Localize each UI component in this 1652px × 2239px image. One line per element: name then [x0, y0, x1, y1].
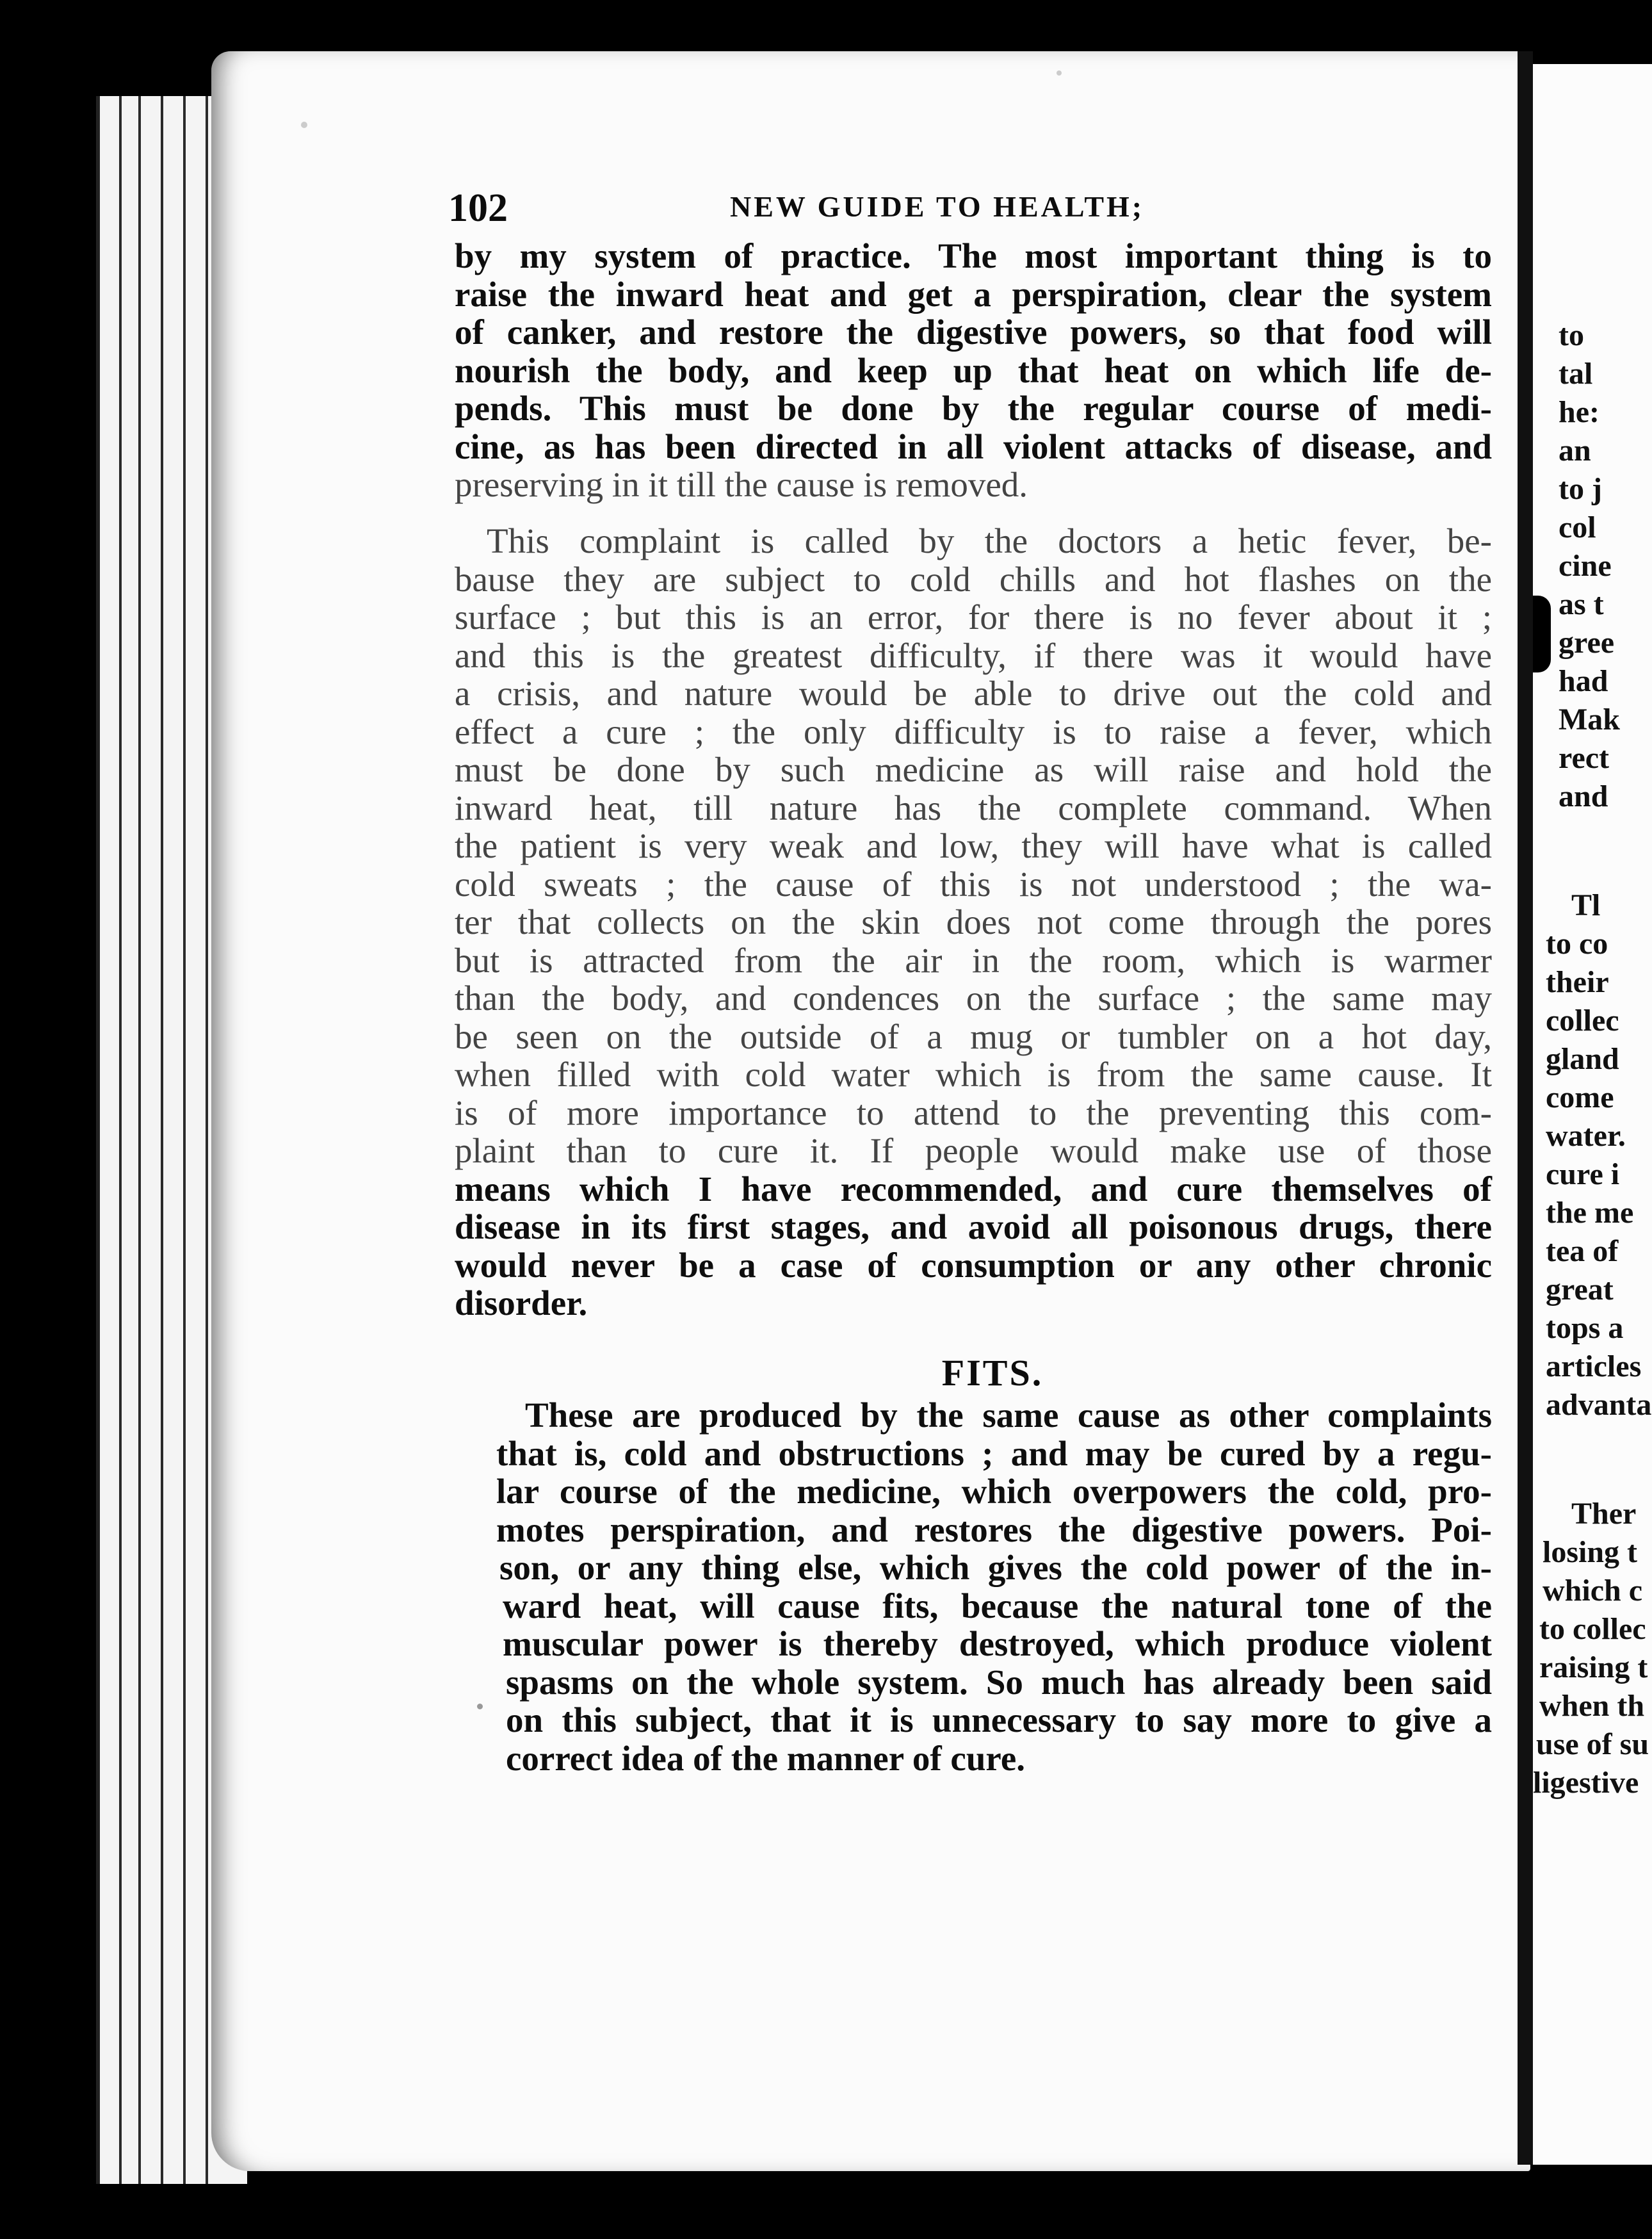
facing-page [1533, 64, 1652, 2165]
text-line: and this is the greatest difficulty, if there was it would have [455, 635, 1492, 675]
facing-fragment: he: [1559, 395, 1599, 429]
facing-fragment: cure i [1546, 1157, 1620, 1191]
text-line: disorder. [455, 1283, 588, 1323]
text-line: plaint than to cure it. If people would make use of those [455, 1131, 1492, 1170]
text-line: a crisis, and nature would be able to drive out the cold and [455, 674, 1492, 713]
facing-fragment: rect [1559, 741, 1610, 775]
facing-fragment: and [1559, 779, 1608, 813]
facing-fragment: the me [1546, 1196, 1634, 1230]
facing-fragment: which c [1543, 1574, 1642, 1608]
text-line: cine, as has been directed in all violent attacks of disease, and [455, 427, 1492, 466]
text-line: disease in its first stages, and avoid all poisonous drugs, there [455, 1207, 1492, 1246]
facing-fragment: tops a [1546, 1311, 1624, 1345]
text-line: would never be a case of consumption or any other chronic [455, 1245, 1492, 1285]
text-line: by my system of practice. The most important thing is to [455, 236, 1492, 275]
facing-fragment: ligestive [1533, 1766, 1639, 1800]
text-line: on this subject, that it is unnecessary to say more to give a [506, 1700, 1492, 1739]
running-title: NEW GUIDE TO HEALTH; [730, 190, 1145, 223]
text-line: bause they are subject to cold chills and hot flashes on the [455, 559, 1492, 599]
facing-fragment: gland [1546, 1042, 1619, 1076]
facing-fragment: as t [1559, 587, 1604, 621]
text-line: than the body, and condences on the surface ; the same may [455, 979, 1492, 1018]
text-line: This complaint is called by the doctors a hetic fever, be- [487, 521, 1492, 560]
text-line: ward heat, will cause fits, because the natural tone of the [503, 1586, 1492, 1625]
section-heading: FITS. [941, 1352, 1044, 1394]
text-line: ter that collects on the skin does not come through the pores [455, 902, 1492, 941]
facing-fragment: Mak [1559, 703, 1620, 737]
facing-fragment: Ther [1571, 1497, 1637, 1531]
text-line: surface ; but this is an error, for there is no fever about it ; [455, 598, 1492, 637]
paragraph-2 [455, 522, 1492, 1323]
text-line: must be done by such medicine as will raise and hold the [455, 750, 1492, 789]
text-line: when filled with cold water which is from the same cause. It [455, 1055, 1492, 1094]
facing-fragment: to co [1546, 927, 1608, 961]
facing-fragment: come [1546, 1080, 1614, 1114]
text-line: nourish the body, and keep up that heat on which life de- [455, 350, 1492, 390]
text-line: that is, cold and obstructions ; and may be cured by a regu- [496, 1433, 1492, 1473]
dust-speck [477, 1704, 483, 1709]
text-line: raise the inward heat and get a perspiration, clear the system [455, 274, 1492, 314]
facing-fragment: had [1559, 664, 1608, 698]
facing-fragment: cine [1559, 549, 1612, 583]
facing-fragment: great [1546, 1273, 1614, 1307]
text-line: but is attracted from the air in the room, which is warmer [455, 940, 1492, 980]
facing-fragment: to j [1559, 472, 1602, 506]
dust-speck [1057, 70, 1062, 76]
facing-fragment: use of su [1536, 1727, 1649, 1761]
binding-mark [1533, 596, 1551, 672]
text-line: cold sweats ; the cause of this is not understood ; the wa- [455, 864, 1492, 904]
facing-fragment: tea of [1546, 1234, 1619, 1268]
page-number: 102 [448, 186, 508, 230]
facing-fragment: to collec [1539, 1612, 1646, 1646]
facing-fragment: col [1559, 510, 1596, 544]
facing-fragment: when th [1539, 1689, 1645, 1723]
facing-fragment: to [1559, 318, 1584, 352]
facing-fragment: gree [1559, 626, 1615, 660]
text-line: effect a cure ; the only difficulty is to raise a fever, which [455, 712, 1492, 751]
text-line: motes perspiration, and restores the digestive powers. Poi- [496, 1510, 1492, 1549]
facing-fragment: collec [1546, 1004, 1619, 1038]
facing-fragment: water. [1546, 1119, 1626, 1153]
facing-fragment: an [1559, 434, 1591, 468]
text-line: means which I have recommended, and cure themselves of [455, 1169, 1492, 1209]
text-line: These are produced by the same cause as other complaints [525, 1396, 1492, 1435]
text-line: of canker, and restore the digestive powers, so that food will [455, 313, 1492, 352]
text-line: is of more importance to attend to the preventing this com- [455, 1093, 1492, 1132]
facing-fragment: losing t [1543, 1535, 1638, 1569]
text-line: the patient is very weak and low, they will have what is called [455, 826, 1492, 865]
text-line: correct idea of the manner of cure. [506, 1738, 1026, 1778]
text-line: inward heat, till nature has the complete command. When [455, 788, 1492, 827]
text-line: lar course of the medicine, which overpowers the cold, pro- [496, 1472, 1492, 1511]
text-line: muscular power is thereby destroyed, which produce violent [503, 1624, 1492, 1663]
dust-speck [301, 122, 307, 128]
book-gutter [1518, 51, 1533, 2165]
paragraph-3 [455, 1396, 1492, 1777]
text-line: spasms on the whole system. So much has already been said [506, 1662, 1492, 1702]
text-line: preserving in it till the cause is removed. [455, 465, 1028, 504]
facing-fragment: Tl [1571, 888, 1601, 922]
text-line: be seen on the outside of a mug or tumbler on a hot day, [455, 1016, 1492, 1056]
facing-fragment: their [1546, 965, 1609, 999]
text-line: son, or any thing else, which gives the cold power of the in- [499, 1548, 1492, 1587]
facing-fragment: advanta [1546, 1388, 1652, 1422]
running-head [448, 186, 1486, 231]
paragraph-1 [455, 237, 1492, 504]
facing-fragment: raising t [1539, 1650, 1648, 1684]
text-line: pends. This must be done by the regular course of medi- [455, 389, 1492, 428]
facing-fragment: tal [1559, 357, 1593, 391]
facing-fragment: articles [1546, 1349, 1642, 1383]
